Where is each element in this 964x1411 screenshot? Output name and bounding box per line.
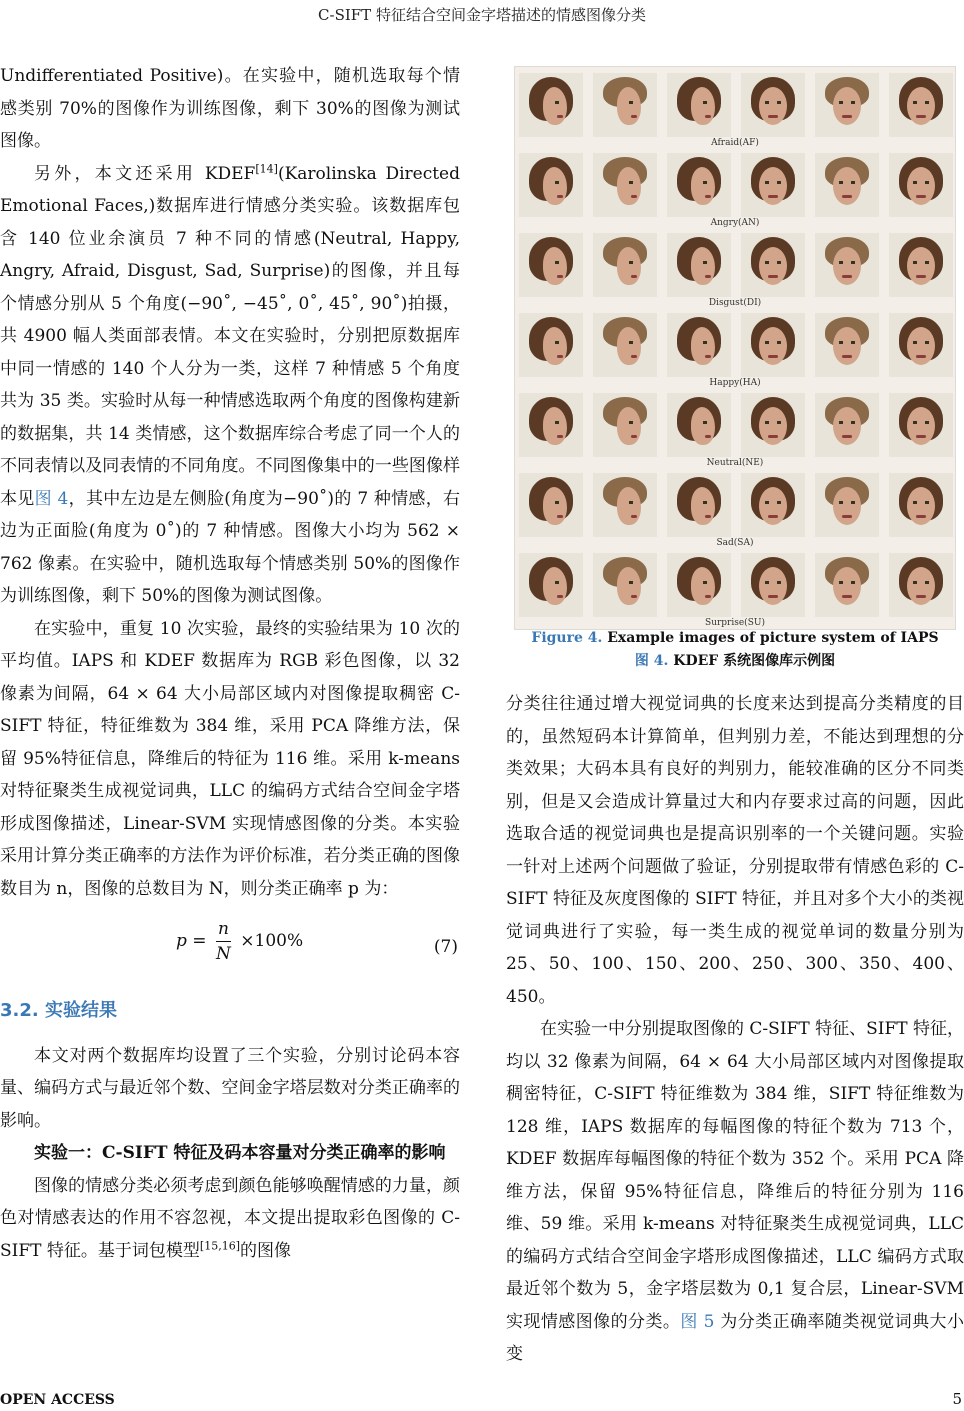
paragraph: 图像的情感分类必须考虑到颜色能够唤醒情感的力量，颜色对情感表达的作用不容忽视，本文提出提取彩色图像的 C-SIFT 特征。基于词包模型[15,16]的图像 — [0, 1175, 460, 1261]
left-column — [0, 60, 460, 1267]
emotion-label: Neutral(NE) — [706, 458, 764, 468]
emotion-label: Angry(AN) — [710, 218, 760, 228]
face-photo — [741, 313, 805, 377]
figure-caption-en: Figure 4. Example images of picture system of IAPS — [531, 630, 939, 646]
right-column — [506, 688, 964, 1371]
face-photo — [667, 473, 731, 537]
paragraph: 本文对两个数据库均设置了三个实验，分别讨论码本容量、编码方式与最近邻个数、空间金字塔层数对分类正确率的影响。 — [0, 1045, 460, 1131]
face-photo — [889, 153, 953, 217]
face-photo — [741, 393, 805, 457]
face-photo — [593, 73, 657, 137]
face-photo — [593, 233, 657, 297]
face-photo — [815, 553, 879, 617]
face-photo — [519, 73, 583, 137]
face-photo — [593, 313, 657, 377]
figure-caption-cn: 图 4. KDEF 系统图像库示例图 — [634, 653, 836, 669]
equation-number: (7) — [433, 937, 458, 957]
face-photo — [667, 153, 731, 217]
emotion-label: Disgust(DI) — [708, 298, 762, 308]
face-photo — [815, 73, 879, 137]
figure-4-image — [514, 66, 956, 630]
running-title: C-SIFT 特征结合空间金字塔描述的情感图像分类 — [318, 6, 646, 24]
emotion-label: Afraid(AF) — [711, 138, 759, 148]
face-photo — [889, 313, 953, 377]
equation-7: p = $\frac{n}{N}$ ×100% (7) — [176, 919, 458, 964]
paragraph: Undifferentiated Positive)。在实验中，随机选取每个情感类别 70%的图像作为训练图像，剩下 30%的图像为测试图像。 — [0, 66, 460, 151]
citation: [14] — [255, 161, 278, 175]
face-row — [519, 473, 951, 537]
experiment-heading: 实验一：C-SIFT 特征及码本容量对分类正确率的影响 — [34, 1143, 446, 1163]
face-photo — [519, 233, 583, 297]
face-photo — [667, 73, 731, 137]
figure-4-link[interactable]: 图 4 — [34, 488, 69, 509]
emotion-label: Sad(SA) — [716, 538, 754, 548]
face-photo — [815, 153, 879, 217]
emotion-label: Surprise(SU) — [705, 618, 765, 628]
face-photo — [593, 153, 657, 217]
paragraph: 另外，本文还采用 KDEF[14](Karolinska Directed Emotional Faces,)数据库进行情感分类实验。该数据库包含 140 位业余演员 7 种不同的情感(Neutral, Happy, Angry, Afraid, Disgust, Sad, Surprise)的图像，并且每个情感分别从 5 个角度(−90˚, −45˚, 0˚, 45˚, 90˚)拍摄，共 4900 幅人类面部表情。本文在实验时，分别把原数据库中同一情感的 140 个人分为一类，这样 7 种情感 5 个角度共为 35 类。实验时从每一种情感选取两个角度的图像构建新的数据集，共 14 类情感，这个数据库综合考虑了同一个人的不同表情以及同表情的不同角度。不同图像集中的一些图像样本见图 4，其中左边是左侧脸(角度为−90˚)的 7 种情感，右边为正面脸(角度为 0˚)的 7 种情感。图像大小均为 562 × 762 像素。在实验中，随机选取每个情感类别 50%的图像作为训练图像，剩下 50%的图像为测试图像。 — [0, 161, 460, 606]
face-photo — [593, 393, 657, 457]
face-photo — [519, 553, 583, 617]
paragraph: 在实验一中分别提取图像的 C-SIFT 特征、SIFT 特征，均以 32 像素为间隔，64 × 64 大小局部区域内对图像提取稠密特征，C-SIFT 特征维数为 384 维，SIFT 特征维数为 128 维，IAPS 数据库的每幅图像的特征个数为 713 个，KDEF 数据库每幅图像的特征个数为 352 个。采用 PCA 降维方法，保留 95%特征信息，降维后的特征分别为 116 维、59 维。采用 k-means 对特征聚类生成视觉词典，LLC 的编码方式结合空间金字塔形成图像描述，LLC 编码方式取最近邻个数为 5，金字塔层数为 0,1 复合层，Linear-SVM 实现情感图像的分类。图 5 为分类正确率随类视觉词典大小变 — [506, 1019, 964, 1364]
face-row — [519, 313, 951, 377]
face-photo — [815, 473, 879, 537]
face-photo — [593, 473, 657, 537]
face-photo — [667, 233, 731, 297]
face-photo — [519, 393, 583, 457]
paragraph: 分类往往通过增大视觉词典的长度来达到提高分类精度的目的，虽然短码本计算简单，但判别力差，不能达到理想的分类效果；大码本具有良好的判别力，能较准确的区分不同类别，但是又会造成计算量过大和内存要求过高的问题，因此选取合适的视觉词典也是提高识别率的一个关键问题。实验一针对上述两个问题做了验证，分别提取带有情感色彩的 C-SIFT 特征及灰度图像的 SIFT 特征，并且对多个大小的类视觉词典进行了实验，每一类生成的视觉单词的数量分别为 25、50、100、150、200、250、300、350、400、450。 — [506, 694, 964, 1007]
paragraph: 在实验中，重复 10 次实验，最终的实验结果为 10 次的平均值。IAPS 和 KDEF 数据库为 RGB 彩色图像，以 32 像素为间隔，64 × 64 大小局部区域内对图像提取稠密 C-SIFT 特征，特征维数为 384 维，采用 PCA 降维方法，保留 95%特征信息，降维后的特征为 116 维。采用 k-means 对特征聚类生成视觉词典，LLC 的编码方式结合空间金字塔形成图像描述，Linear-SVM 实现情感图像的分类。本实验采用计算分类正确率的方法作为评价标准，若分类正确的图像数目为 n，图像的总数目为 N，则分类正确率 p 为： — [0, 618, 460, 899]
emotion-label: Happy(HA) — [709, 378, 761, 388]
face-photo — [741, 553, 805, 617]
face-photo — [593, 553, 657, 617]
face-row — [519, 233, 951, 297]
face-row — [519, 553, 951, 617]
page-number: 5 — [952, 1390, 962, 1408]
face-row — [519, 153, 951, 217]
face-photo — [519, 473, 583, 537]
face-photo — [667, 393, 731, 457]
face-photo — [741, 233, 805, 297]
face-photo — [889, 233, 953, 297]
face-photo — [889, 473, 953, 537]
face-photo — [741, 473, 805, 537]
face-photo — [667, 553, 731, 617]
face-row — [519, 73, 951, 137]
section-heading: 3.2. 实验结果 — [0, 1000, 117, 1021]
face-photo — [667, 313, 731, 377]
face-row — [519, 393, 951, 457]
face-photo — [519, 313, 583, 377]
face-photo — [815, 233, 879, 297]
figure-5-link[interactable]: 图 5 — [680, 1311, 715, 1332]
citation: [15,16] — [199, 1238, 240, 1252]
face-photo — [815, 313, 879, 377]
face-photo — [889, 73, 953, 137]
face-photo — [889, 393, 953, 457]
face-photo — [741, 73, 805, 137]
footer-open-access: OPEN ACCESS — [0, 1392, 115, 1408]
face-photo — [519, 153, 583, 217]
face-photo — [815, 393, 879, 457]
face-photo — [889, 553, 953, 617]
face-photo — [741, 153, 805, 217]
